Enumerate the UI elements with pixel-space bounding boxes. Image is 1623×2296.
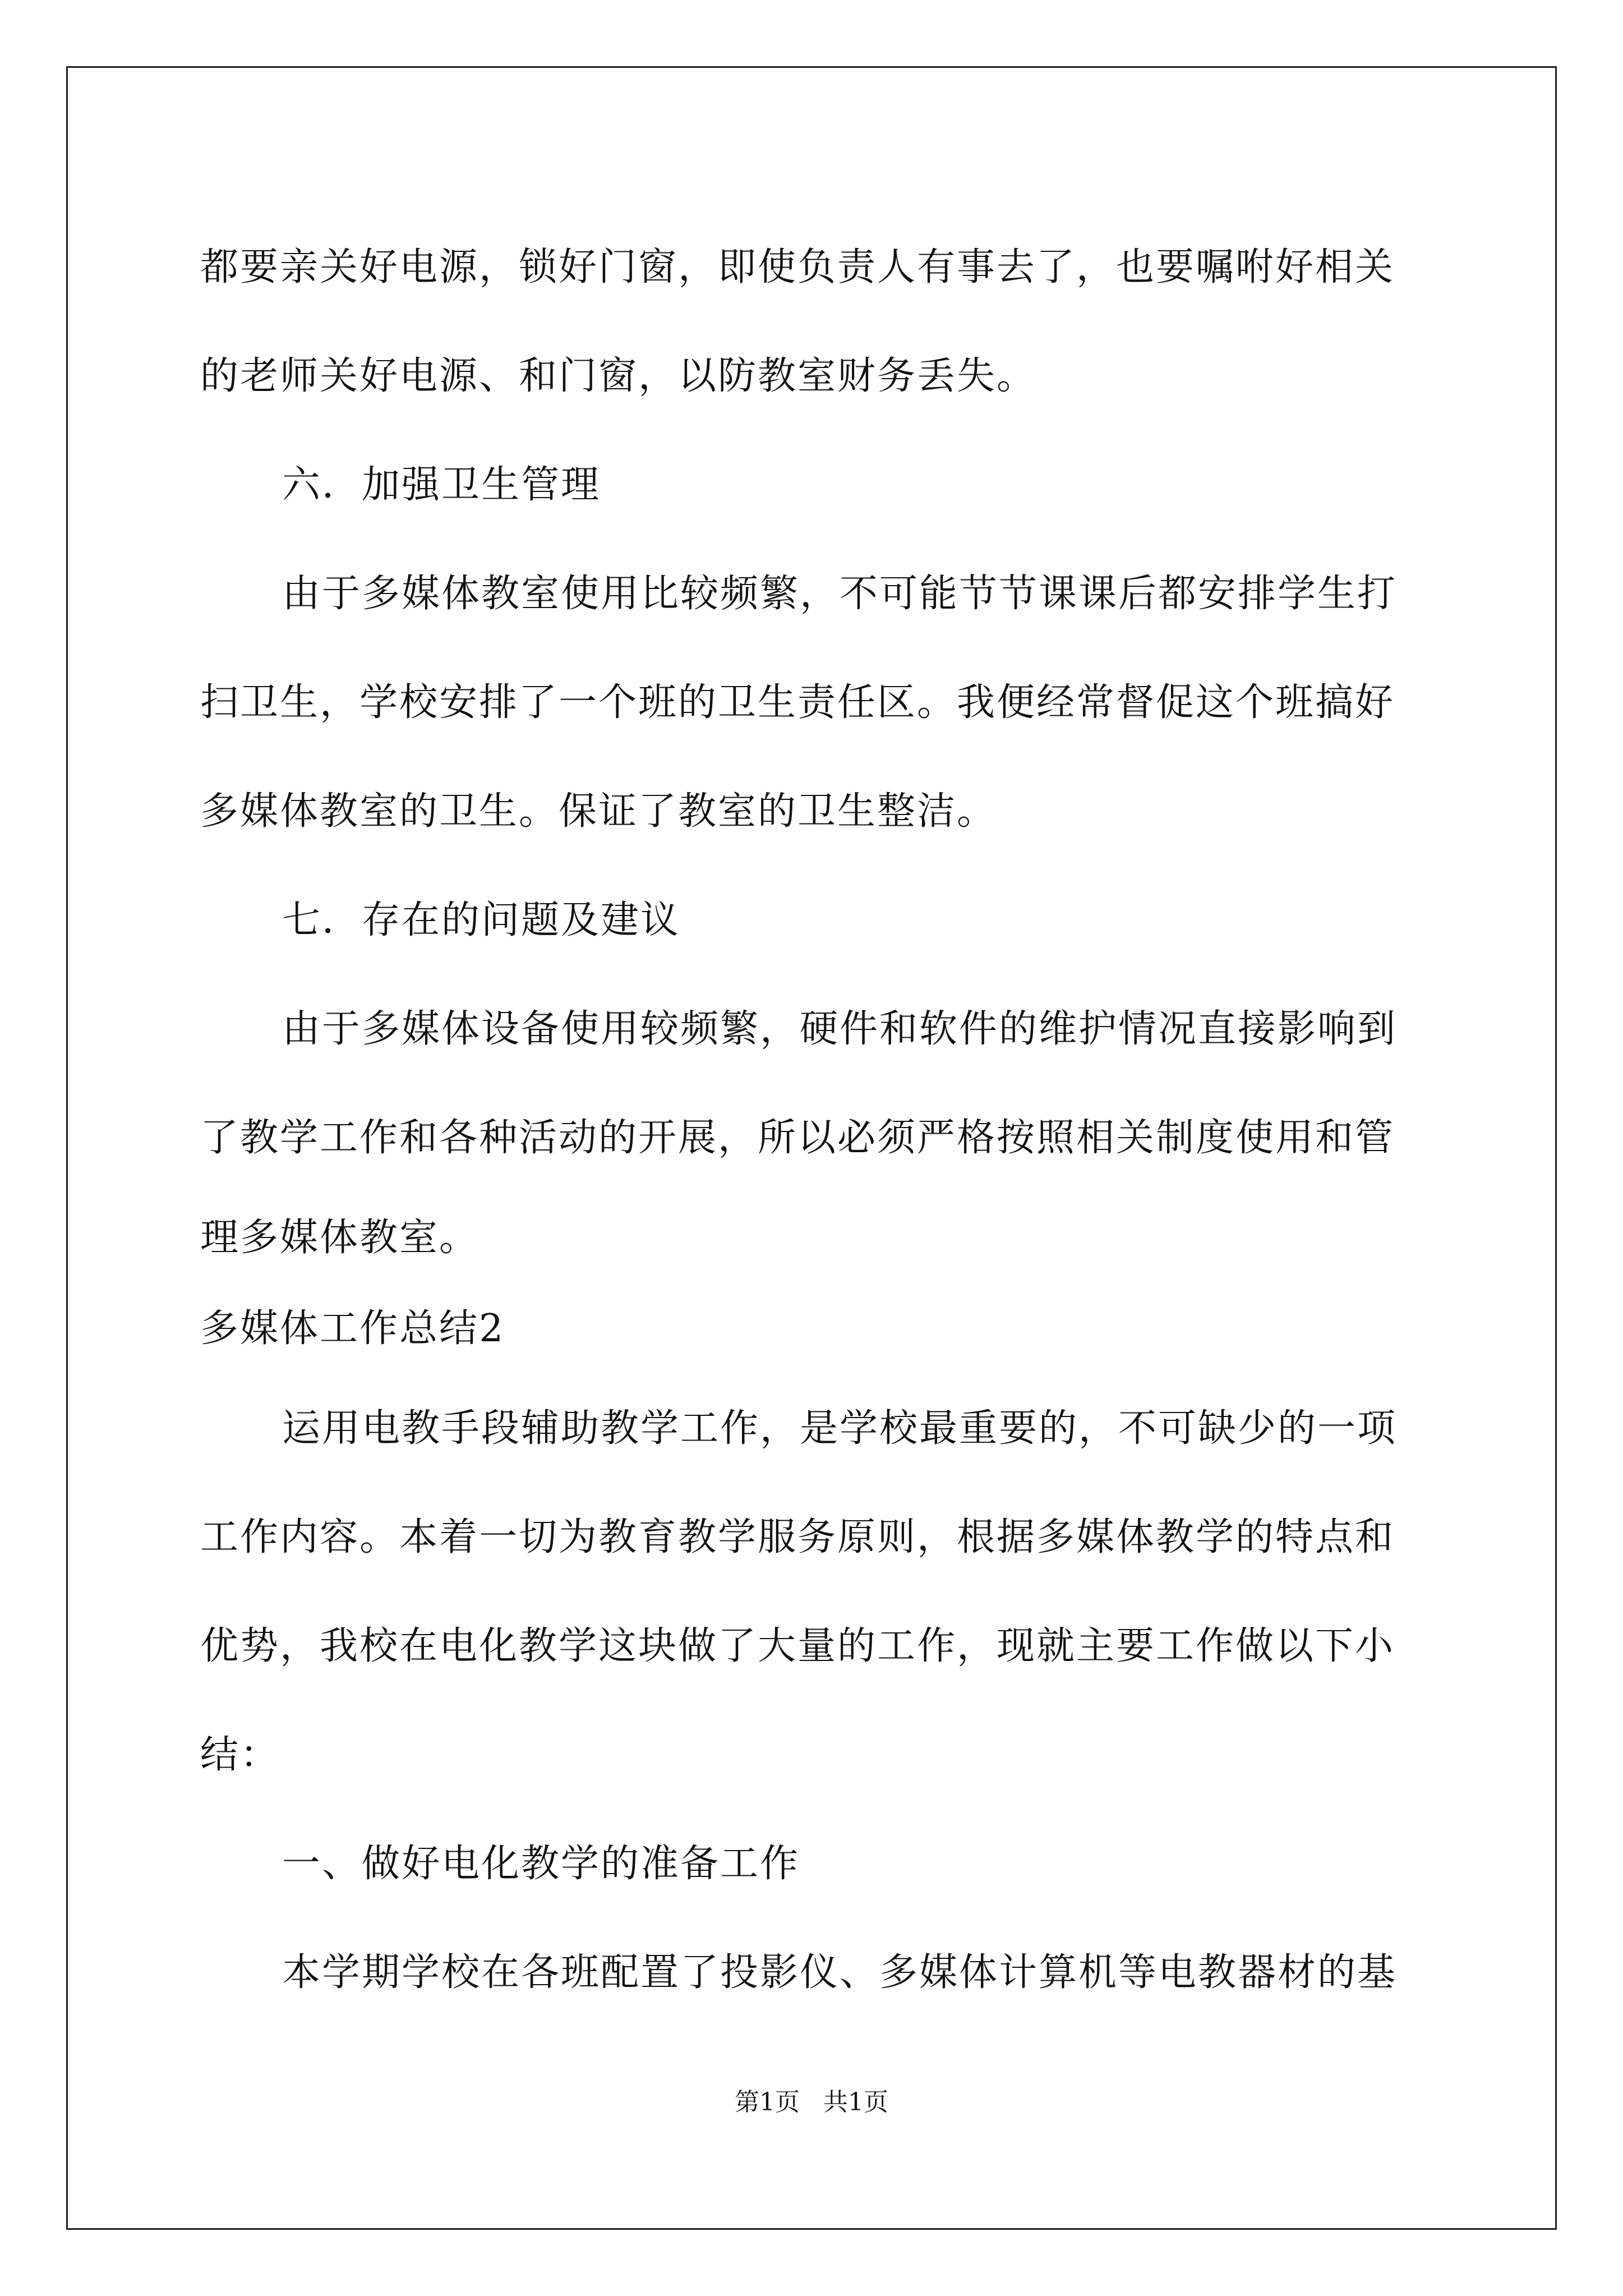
paragraph-line: 工作内容。本着一切为教育教学服务原则，根据多媒体教学的特点和 <box>200 1515 1395 1559</box>
document-subtitle: 多媒体工作总结2 <box>200 1306 505 1351</box>
document-body <box>200 213 1424 2027</box>
paragraph-line: 理多媒体教室。 <box>200 1216 479 1260</box>
section-heading: 一、做好电化教学的准备工作 <box>282 1842 800 1886</box>
paragraph-line: 由于多媒体教室使用比较频繁，不可能节节课课后都安排学生打 <box>282 572 1398 616</box>
paragraph-line: 扫卫生，学校安排了一个班的卫生责任区。我便经常督促这个班搞好 <box>200 680 1395 725</box>
section-heading: 七．存在的问题及建议 <box>282 898 681 942</box>
page-number-total: 共1页 <box>823 2088 888 2116</box>
paragraph-line: 都要亲关好电源，锁好门窗，即使负责人有事去了，也要嘱咐好相关 <box>200 245 1395 289</box>
section-heading: 六．加强卫生管理 <box>282 463 601 507</box>
paragraph-line: 本学期学校在各班配置了投影仪、多媒体计算机等电教器材的基 <box>282 1950 1398 1995</box>
paragraph-line: 了教学工作和各种活动的开展，所以必须严格按照相关制度使用和管 <box>200 1116 1395 1160</box>
paragraph-line: 的老师关好电源、和门窗，以防教室财务丢失。 <box>200 354 1037 398</box>
paragraph-line: 由于多媒体设备使用较频繁，硬件和软件的维护情况直接影响到 <box>282 1007 1398 1051</box>
paragraph-line: 结： <box>200 1733 280 1777</box>
paragraph-line: 多媒体教室的卫生。保证了教室的卫生整洁。 <box>200 789 997 834</box>
paragraph-line: 运用电教手段辅助教学工作，是学校最重要的，不可缺少的一项 <box>282 1406 1398 1451</box>
paragraph-line: 优势，我校在电化教学这块做了大量的工作，现就主要工作做以下小 <box>200 1624 1395 1668</box>
page-footer <box>0 2086 1623 2119</box>
page-number-current: 第1页 <box>735 2088 800 2116</box>
